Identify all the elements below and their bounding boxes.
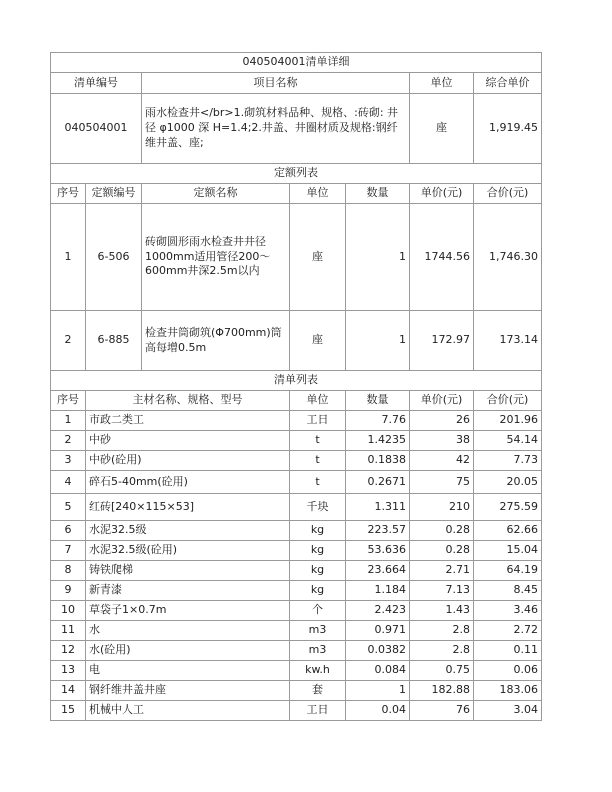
quota-price: 172.97 <box>410 311 474 371</box>
material-price: 38 <box>410 431 474 451</box>
bill-unit: 座 <box>410 94 474 164</box>
material-qty: 1.4235 <box>346 431 410 451</box>
material-price: 0.28 <box>410 521 474 541</box>
material-name: 红砖[240×115×53] <box>86 494 290 521</box>
material-name: 水(砼用) <box>86 641 290 661</box>
material-seq-header: 序号 <box>51 391 86 411</box>
material-name: 水 <box>86 621 290 641</box>
material-seq: 15 <box>51 701 86 721</box>
material-total-header: 合价(元) <box>474 391 542 411</box>
material-row <box>51 661 542 681</box>
material-row <box>51 681 542 701</box>
material-seq: 10 <box>51 601 86 621</box>
material-unit: m3 <box>290 621 346 641</box>
material-name: 水泥32.5级 <box>86 521 290 541</box>
material-name-header: 主材名称、规格、型号 <box>86 391 290 411</box>
quota-unit: 座 <box>290 204 346 311</box>
material-total: 183.06 <box>474 681 542 701</box>
material-name: 新青漆 <box>86 581 290 601</box>
material-qty: 1 <box>346 681 410 701</box>
material-unit: kg <box>290 521 346 541</box>
material-total: 20.05 <box>474 471 542 494</box>
material-row <box>51 581 542 601</box>
table-title: 040504001清单详细 <box>51 53 542 73</box>
material-total: 2.72 <box>474 621 542 641</box>
material-total: 15.04 <box>474 541 542 561</box>
material-total: 201.96 <box>474 411 542 431</box>
material-qty: 0.084 <box>346 661 410 681</box>
material-qty: 0.1838 <box>346 451 410 471</box>
quota-name: 检查井筒砌筑(Φ700mm)筒高每增0.5m <box>142 311 290 371</box>
material-price: 76 <box>410 701 474 721</box>
bill-detail-table <box>50 52 542 721</box>
material-price: 1.43 <box>410 601 474 621</box>
material-unit-header: 单位 <box>290 391 346 411</box>
material-total: 7.73 <box>474 451 542 471</box>
material-total: 54.14 <box>474 431 542 451</box>
material-price: 2.8 <box>410 621 474 641</box>
material-unit: t <box>290 471 346 494</box>
material-price: 7.13 <box>410 581 474 601</box>
material-unit: kw.h <box>290 661 346 681</box>
material-price: 42 <box>410 451 474 471</box>
material-unit: 工日 <box>290 701 346 721</box>
quota-qty-header: 数量 <box>346 184 410 204</box>
material-total: 0.11 <box>474 641 542 661</box>
material-price: 2.71 <box>410 561 474 581</box>
material-row <box>51 451 542 471</box>
material-unit: 工日 <box>290 411 346 431</box>
material-price: 0.75 <box>410 661 474 681</box>
material-unit: 个 <box>290 601 346 621</box>
material-price: 26 <box>410 411 474 431</box>
material-seq: 9 <box>51 581 86 601</box>
material-qty: 0.04 <box>346 701 410 721</box>
material-name: 钢纤维井盖井座 <box>86 681 290 701</box>
material-qty: 53.636 <box>346 541 410 561</box>
material-seq: 6 <box>51 521 86 541</box>
material-unit: kg <box>290 561 346 581</box>
material-total: 3.04 <box>474 701 542 721</box>
material-price: 75 <box>410 471 474 494</box>
quota-seq: 1 <box>51 204 86 311</box>
bill-name: 雨水检查井</br>1.砌筑材料品种、规格、:砖砌: 井径 φ1000 深 H=1.4;2.井盖、井圈材质及规格:钢纤维井盖、座; <box>142 94 410 164</box>
material-qty: 23.664 <box>346 561 410 581</box>
quota-code-header: 定额编号 <box>86 184 142 204</box>
material-unit: t <box>290 451 346 471</box>
material-row <box>51 621 542 641</box>
quota-name: 砖砌圆形雨水检查井井径1000mm适用管径200～600mm井深2.5m以内 <box>142 204 290 311</box>
material-name: 机械中人工 <box>86 701 290 721</box>
material-name: 中砂(砼用) <box>86 451 290 471</box>
material-total: 3.46 <box>474 601 542 621</box>
material-name: 铸铁爬梯 <box>86 561 290 581</box>
material-seq: 5 <box>51 494 86 521</box>
quota-qty: 1 <box>346 311 410 371</box>
quota-unit-header: 单位 <box>290 184 346 204</box>
quota-seq: 2 <box>51 311 86 371</box>
material-seq: 2 <box>51 431 86 451</box>
material-qty: 1.311 <box>346 494 410 521</box>
bill-code: 040504001 <box>51 94 142 164</box>
material-name: 草袋子1×0.7m <box>86 601 290 621</box>
material-row <box>51 494 542 521</box>
material-qty: 2.423 <box>346 601 410 621</box>
material-qty: 0.2671 <box>346 471 410 494</box>
material-seq: 8 <box>51 561 86 581</box>
quota-total: 1,746.30 <box>474 204 542 311</box>
bill-code-header: 清单编号 <box>51 73 142 94</box>
quota-qty: 1 <box>346 204 410 311</box>
material-unit: t <box>290 431 346 451</box>
material-price-header: 单价(元) <box>410 391 474 411</box>
material-name: 碎石5-40mm(砼用) <box>86 471 290 494</box>
material-unit: kg <box>290 541 346 561</box>
material-seq: 14 <box>51 681 86 701</box>
material-seq: 13 <box>51 661 86 681</box>
material-row <box>51 471 542 494</box>
quota-total: 173.14 <box>474 311 542 371</box>
quota-price: 1744.56 <box>410 204 474 311</box>
material-qty-header: 数量 <box>346 391 410 411</box>
material-qty: 1.184 <box>346 581 410 601</box>
material-seq: 12 <box>51 641 86 661</box>
quota-code: 6-506 <box>86 204 142 311</box>
material-section-title: 清单列表 <box>51 371 542 391</box>
material-total: 64.19 <box>474 561 542 581</box>
material-row <box>51 521 542 541</box>
material-seq: 7 <box>51 541 86 561</box>
material-name: 水泥32.5级(砼用) <box>86 541 290 561</box>
material-qty: 223.57 <box>346 521 410 541</box>
material-seq: 3 <box>51 451 86 471</box>
material-qty: 0.0382 <box>346 641 410 661</box>
quota-section-title: 定额列表 <box>51 164 542 184</box>
material-unit: m3 <box>290 641 346 661</box>
quota-code: 6-885 <box>86 311 142 371</box>
material-name: 电 <box>86 661 290 681</box>
bill-name-header: 项目名称 <box>142 73 410 94</box>
material-seq: 1 <box>51 411 86 431</box>
material-row <box>51 701 542 721</box>
material-price: 0.28 <box>410 541 474 561</box>
material-total: 0.06 <box>474 661 542 681</box>
quota-name-header: 定额名称 <box>142 184 290 204</box>
material-price: 2.8 <box>410 641 474 661</box>
material-row <box>51 411 542 431</box>
material-name: 市政二类工 <box>86 411 290 431</box>
material-total: 62.66 <box>474 521 542 541</box>
material-row <box>51 431 542 451</box>
material-qty: 7.76 <box>346 411 410 431</box>
material-unit: 套 <box>290 681 346 701</box>
material-total: 275.59 <box>474 494 542 521</box>
material-qty: 0.971 <box>346 621 410 641</box>
material-unit: kg <box>290 581 346 601</box>
quota-row <box>51 311 542 371</box>
material-seq: 11 <box>51 621 86 641</box>
material-row <box>51 641 542 661</box>
material-row <box>51 601 542 621</box>
bill-unit-header: 单位 <box>410 73 474 94</box>
material-unit: 千块 <box>290 494 346 521</box>
bill-price-header: 综合单价 <box>474 73 542 94</box>
material-seq: 4 <box>51 471 86 494</box>
material-price: 182.88 <box>410 681 474 701</box>
material-row <box>51 561 542 581</box>
material-price: 210 <box>410 494 474 521</box>
material-name: 中砂 <box>86 431 290 451</box>
material-total: 8.45 <box>474 581 542 601</box>
quota-price-header: 单价(元) <box>410 184 474 204</box>
quota-unit: 座 <box>290 311 346 371</box>
quota-total-header: 合价(元) <box>474 184 542 204</box>
quota-row <box>51 204 542 311</box>
bill-price: 1,919.45 <box>474 94 542 164</box>
quota-seq-header: 序号 <box>51 184 86 204</box>
material-row <box>51 541 542 561</box>
